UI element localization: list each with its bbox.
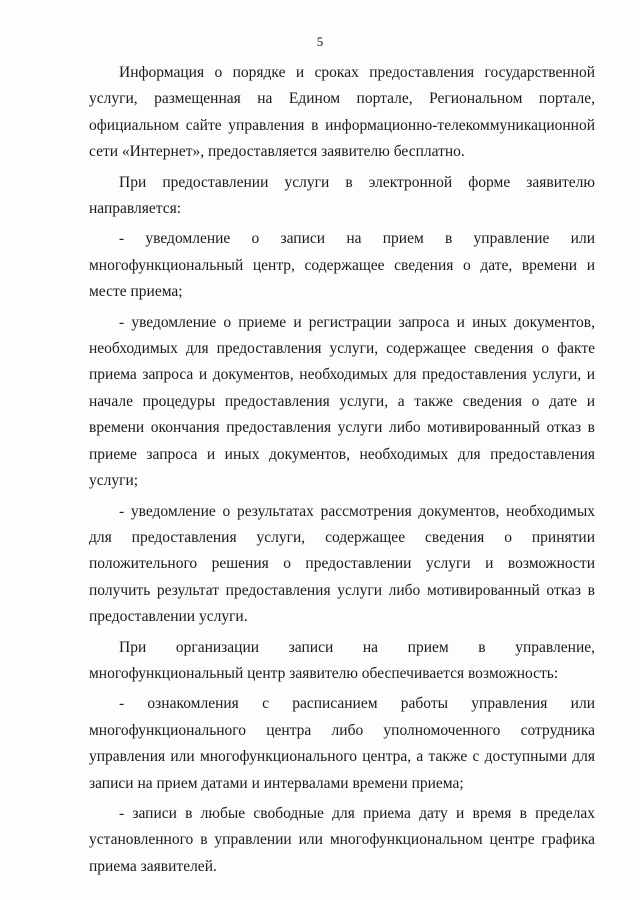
paragraph-results-notice: - уведомление о результатах рассмотрения документов, необходимых для предоставления услуги, содержащее сведения о принятии положительного решения о предоставлении услуги и возможности получить результат предоставления услуги либо мотивированный отказ в предоставлении услуги.	[89, 502, 595, 626]
paragraph-registration-notice: - уведомление о приеме и регистрации запроса и иных документов, необходимых для предоставления услуги, содержащее сведения о факте приема запроса и документов, необходимых для предоставления услуги, и начале процедуры предоставления услуги, а также сведения о дате и времени окончания предоставления услуги либо мотивированный отказ в приеме запроса и иных документов, необходимых для предоставления услуги;	[89, 313, 595, 490]
page-number: 5	[316, 34, 324, 49]
document-body	[89, 60, 595, 880]
paragraph-appointment-notice: - уведомление о записи на прием в управление или многофункциональный центр, содержащее сведения о дате, времени и месте приема;	[89, 230, 595, 301]
paragraph-info-free: Информация о порядке и сроках предоставления государственной услуги, размещенная на Едином портале, Региональном портале, официальном сайте управления в информационно-телекоммуникационной сети «Интернет», предоставляется заявителю бесплатно.	[89, 64, 595, 161]
paragraph-appointment-intro: При организации записи на прием в управление, многофункциональный центр заявителю обеспечивается возможность:	[89, 638, 595, 682]
paragraph-free-slot-booking: - записи в любые свободные для приема дату и время в пределах установленного в управлении или многофункциональном центре графика приема заявителей.	[89, 804, 595, 875]
paragraph-electronic-form-intro: При предоставлении услуги в электронной форме заявителю направляется:	[89, 173, 595, 218]
paragraph-schedule-review: - ознакомления с расписанием работы управления или многофункционального центра либо уполномоченного сотрудника управления или многофункционального центра, а также с доступными для записи на прием датами и интервалами времени приема;	[89, 695, 595, 792]
